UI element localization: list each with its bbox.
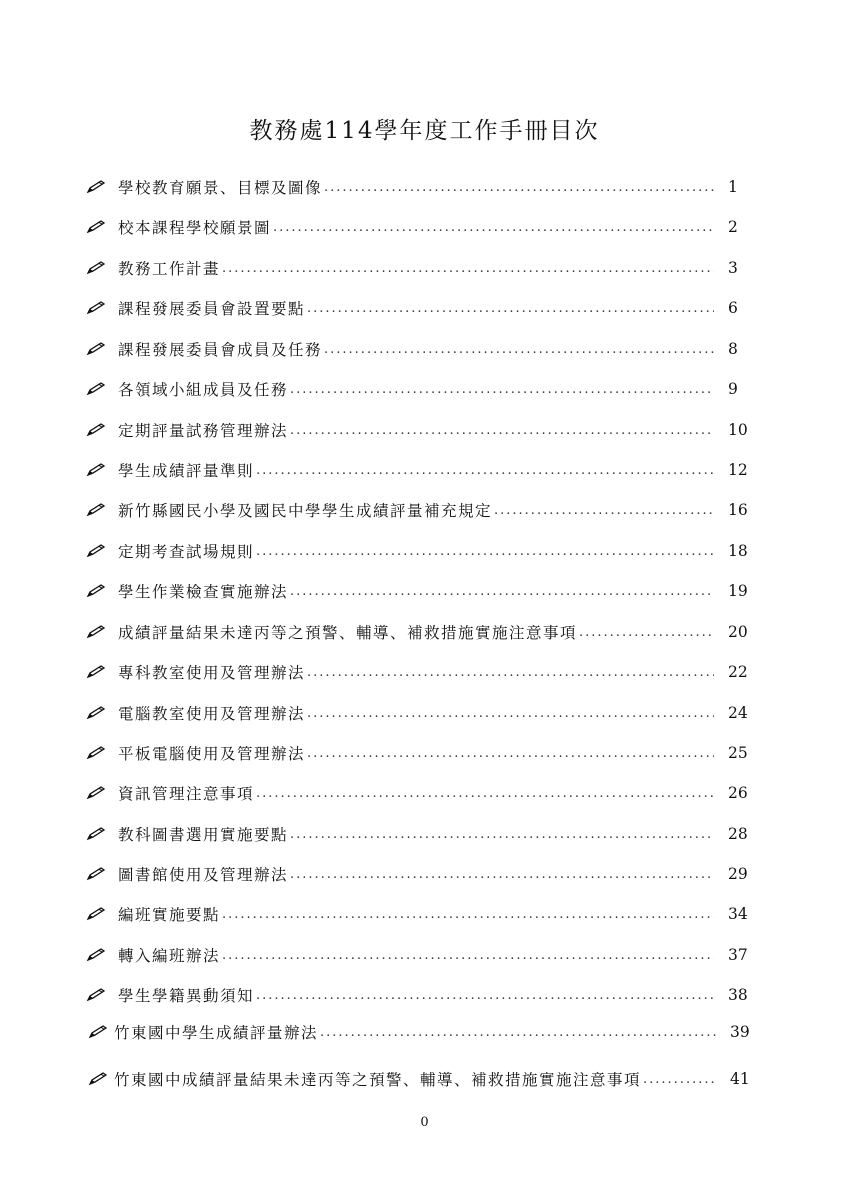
dot-leader [307,665,714,680]
pencil-icon [88,1072,114,1086]
toc-entry-label: 課程發展委員會設置要點 [118,300,306,318]
dot-leader [290,423,714,438]
toc-entry[interactable] [86,577,766,605]
toc-entry-label: 圖書館使用及管理辦法 [118,866,289,884]
toc-entry[interactable] [86,294,766,322]
pencil-icon [86,988,118,1002]
pencil-icon [86,503,118,517]
toc-entry-page: 1 [728,178,738,196]
document-title: 教務處114學年度工作手冊目次 [249,118,600,144]
toc-entry[interactable] [88,1018,768,1046]
toc-entry-page: 16 [728,501,748,519]
toc-entry-label: 課程發展委員會成員及任務 [118,341,323,359]
dot-leader [273,220,714,235]
dot-leader [256,544,714,559]
toc-entry[interactable] [86,981,766,1009]
toc-entry-label: 學生作業檢查實施辦法 [118,583,289,601]
toc-entry[interactable] [86,456,766,484]
toc-entry[interactable] [86,739,766,767]
dot-leader [256,786,714,801]
dot-leader [579,625,714,640]
pencil-icon [86,342,118,356]
toc-entry-label: 教科圖書選用實施要點 [118,826,289,844]
toc-entry-page: 25 [728,744,748,762]
dot-leader [324,180,714,195]
dot-leader [222,907,714,922]
toc-entry-page: 18 [728,542,748,560]
toc-entry-page: 41 [730,1070,750,1088]
toc-entry-page: 39 [730,1023,750,1041]
dot-leader [256,463,714,478]
pencil-icon [86,746,118,760]
toc-entry-page: 12 [728,461,748,479]
toc-entry[interactable] [86,820,766,848]
toc-entry-page: 22 [728,663,748,681]
toc-entry[interactable] [86,860,766,888]
toc-entry-label: 專科教室使用及管理辦法 [118,664,306,682]
dot-leader [643,1072,716,1087]
toc-entry[interactable] [86,335,766,363]
toc-entry-label: 教務工作計畫 [118,260,221,278]
toc-entry-page: 20 [728,623,748,641]
pencil-icon [86,180,118,194]
toc-entry-label: 平板電腦使用及管理辦法 [118,745,306,763]
toc-entry-page: 9 [728,380,738,398]
toc-entry-label: 定期評量試務管理辦法 [118,422,289,440]
toc-entry-page: 29 [728,865,748,883]
dot-leader [290,584,714,599]
toc-entry-page: 26 [728,784,748,802]
pencil-icon [86,867,118,881]
dot-leader [256,988,714,1003]
toc-entry-page: 19 [728,582,748,600]
toc-entry-page: 6 [728,299,738,317]
toc-entry[interactable] [88,1065,768,1093]
toc-entry-label: 竹東國中成績評量結果未達丙等之預警、輔導、補救措施實施注意事項 [114,1071,642,1089]
pencil-icon [86,301,118,315]
toc-entry[interactable] [86,658,766,686]
toc-entry[interactable] [86,900,766,928]
toc-entry[interactable] [86,173,766,201]
toc-entry-label: 各領域小組成員及任務 [118,381,289,399]
toc-entry-label: 學校教育願景、目標及圖像 [118,179,323,197]
toc-entry-page: 37 [728,946,748,964]
dot-leader [494,503,714,518]
pencil-icon [86,665,118,679]
toc-entry-page: 2 [728,218,738,236]
toc-entry-label: 資訊管理注意事項 [118,785,255,803]
toc-entry-label: 學生成績評量準則 [118,462,255,480]
pencil-icon [86,827,118,841]
pencil-icon [86,786,118,800]
dot-leader [222,261,714,276]
pencil-icon [86,261,118,275]
pencil-icon [86,382,118,396]
toc-entry-label: 定期考查試場規則 [118,543,255,561]
toc-entry-label: 竹東國中學生成績評量辦法 [114,1024,319,1042]
toc-entry-label: 新竹縣國民小學及國民中學學生成績評量補充規定 [118,502,493,520]
toc-entry[interactable] [86,213,766,241]
toc-entry[interactable] [86,779,766,807]
pencil-icon [86,220,118,234]
toc-entry[interactable] [86,618,766,646]
toc-entry[interactable] [86,699,766,727]
dot-leader [307,301,714,316]
dot-leader [320,1025,716,1040]
toc-entry-label: 轉入編班辦法 [118,947,221,965]
dot-leader [324,342,714,357]
pencil-icon [88,1025,114,1039]
dot-leader [290,827,714,842]
toc-entry-label: 校本課程學校願景圖 [118,219,272,237]
toc-entry[interactable] [86,941,766,969]
toc-entry[interactable] [86,537,766,565]
toc-entry-page: 8 [728,340,738,358]
pencil-icon [86,463,118,477]
pencil-icon [86,907,118,921]
pencil-icon [86,423,118,437]
pencil-icon [86,706,118,720]
pencil-icon [86,584,118,598]
toc-entry[interactable] [86,254,766,282]
toc-entry-page: 38 [728,986,748,1004]
toc-entry[interactable] [86,375,766,403]
pencil-icon [86,625,118,639]
toc-entry-label: 電腦教室使用及管理辦法 [118,705,306,723]
toc-entry[interactable] [86,416,766,444]
toc-entry-label: 學生學籍異動須知 [118,987,255,1005]
toc-entry-page: 24 [728,704,748,722]
toc-entry-page: 34 [728,905,748,923]
dot-leader [222,948,714,963]
toc-entry[interactable] [86,496,766,524]
toc-entry-page: 3 [728,259,738,277]
page-number: 0 [420,1115,429,1130]
dot-leader [290,382,714,397]
pencil-icon [86,948,118,962]
toc-entry-page: 28 [728,825,748,843]
dot-leader [290,867,714,882]
toc-entry-label: 成績評量結果未達丙等之預警、輔導、補救措施實施注意事項 [118,624,578,642]
dot-leader [307,706,714,721]
toc-entry-page: 10 [728,421,748,439]
toc-entry-label: 編班實施要點 [118,906,221,924]
pencil-icon [86,544,118,558]
dot-leader [307,746,714,761]
